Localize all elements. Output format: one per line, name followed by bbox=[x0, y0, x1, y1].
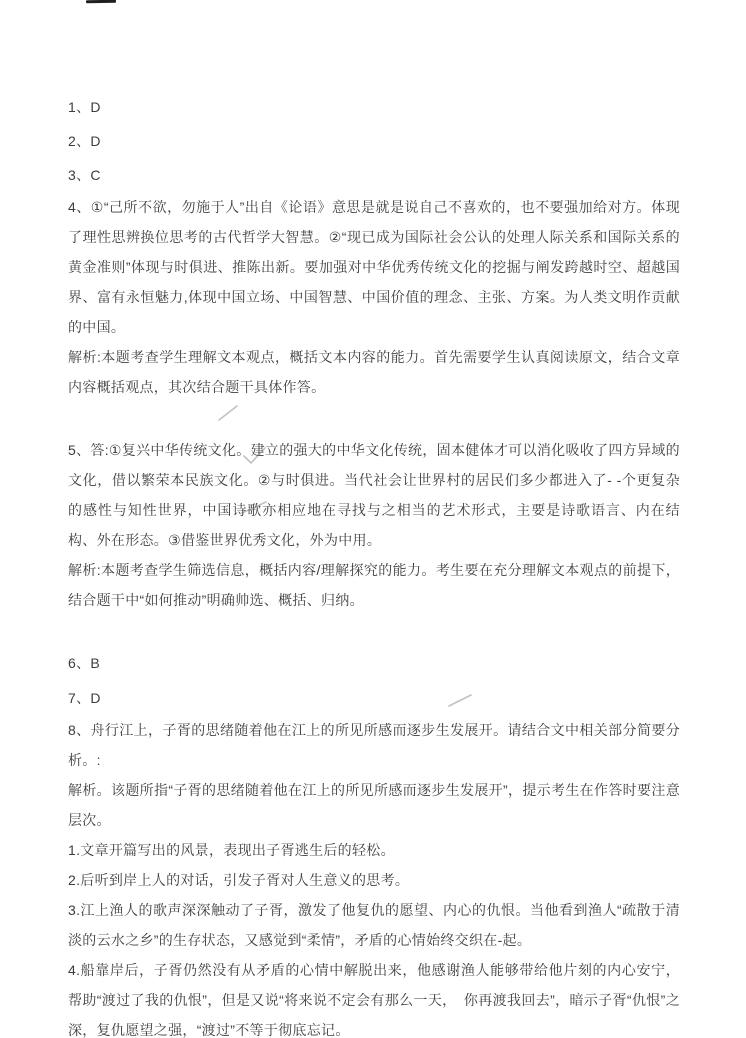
answer-5: 5、答:①复兴中华传统文化。建立的强大的中华文化传统，固本健体才可以消化吸收了四方异域的文化，借以繁荣本民族文化。②与时俱进。当代社会让世界村的居民们多少都进入了- -个更复杂的感性与知性世界，中国诗歌亦相应地在寻找与之相当的艺术形式，主要是诗歌语言、内在结构、外在形态。③借鉴世界优秀文化，外为中用。 bbox=[68, 442, 680, 548]
answer-8-analysis: 解析。该题所指“子胥的思绪随着他在江上的所见所感而逐步生发展开”，提示考生在作答时要注意层次。 bbox=[68, 782, 680, 828]
answer-8-point-4: 4.船靠岸后，子胥仍然没有从矛盾的心情中解脱出来，他感谢渔人能够带给他片刻的内心安宁，帮助“渡过了我的仇恨”，但是又说“将来说不定会有那么一天， 你再渡我回去”，暗示子胥“仇恨”之深，复仇愿望之强，“渡过”不等于彻底忘记。 bbox=[68, 962, 680, 1038]
answer-4: 4、①“己所不欲，勿施于人”出自《论语》意思是就是说自己不喜欢的，也不要强加给对方。体现了理性思辨换位思考的古代哲学大智慧。②“现已成为国际社会公认的处理人际关系和国际关系的黄金准则”体现与时俱进、推陈出新。要加强对中华优秀传统文化的挖掘与阐发跨越时空、超越国界、富有永恒魅力,体现中国立场、中国智慧、中国价值的理念、主张、方案。为人类文明作贡献的中国。 bbox=[68, 199, 680, 335]
answer-2: 2、D bbox=[68, 133, 101, 149]
answer-8-point-1: 1.文章开篇写出的风景，表现出子胥逃生后的轻松。 bbox=[68, 842, 395, 858]
answer-7: 7、D bbox=[68, 690, 101, 706]
answer-6: 6、B bbox=[68, 655, 101, 671]
scan-artifact bbox=[86, 0, 116, 3]
answer-8-question: 8、舟行江上，子胥的思绪随着他在江上的所见所感而逐步生发展开。请结合文中相关部分简要分析。: bbox=[68, 722, 680, 768]
answer-sheet-content bbox=[68, 92, 680, 1038]
answer-1: 1、D bbox=[68, 99, 101, 115]
answer-5-analysis: 解析:本题考查学生筛选信息，概括内容/理解探究的能力。考生要在充分理解文本观点的前提下，结合题干中“如何推动”明确帅选、概括、归纳。 bbox=[68, 562, 680, 608]
answer-3: 3、C bbox=[68, 167, 101, 183]
answer-8-point-3: 3.江上渔人的歌声深深触动了子胥，激发了他复仇的愿望、内心的仇恨。当他看到渔人“疏散于清淡的云水之乡”的生存状态，又感觉到“柔情”，矛盾的心情始终交织在-起。 bbox=[68, 902, 680, 948]
answer-4-analysis: 解析:本题考查学生理解文本观点，概括文本内容的能力。首先需要学生认真阅读原文，结合文章内容概括观点，其次结合题干具体作答。 bbox=[68, 349, 680, 395]
answer-8-point-2: 2.后听到岸上人的对话，引发子胥对人生意义的思考。 bbox=[68, 872, 410, 888]
